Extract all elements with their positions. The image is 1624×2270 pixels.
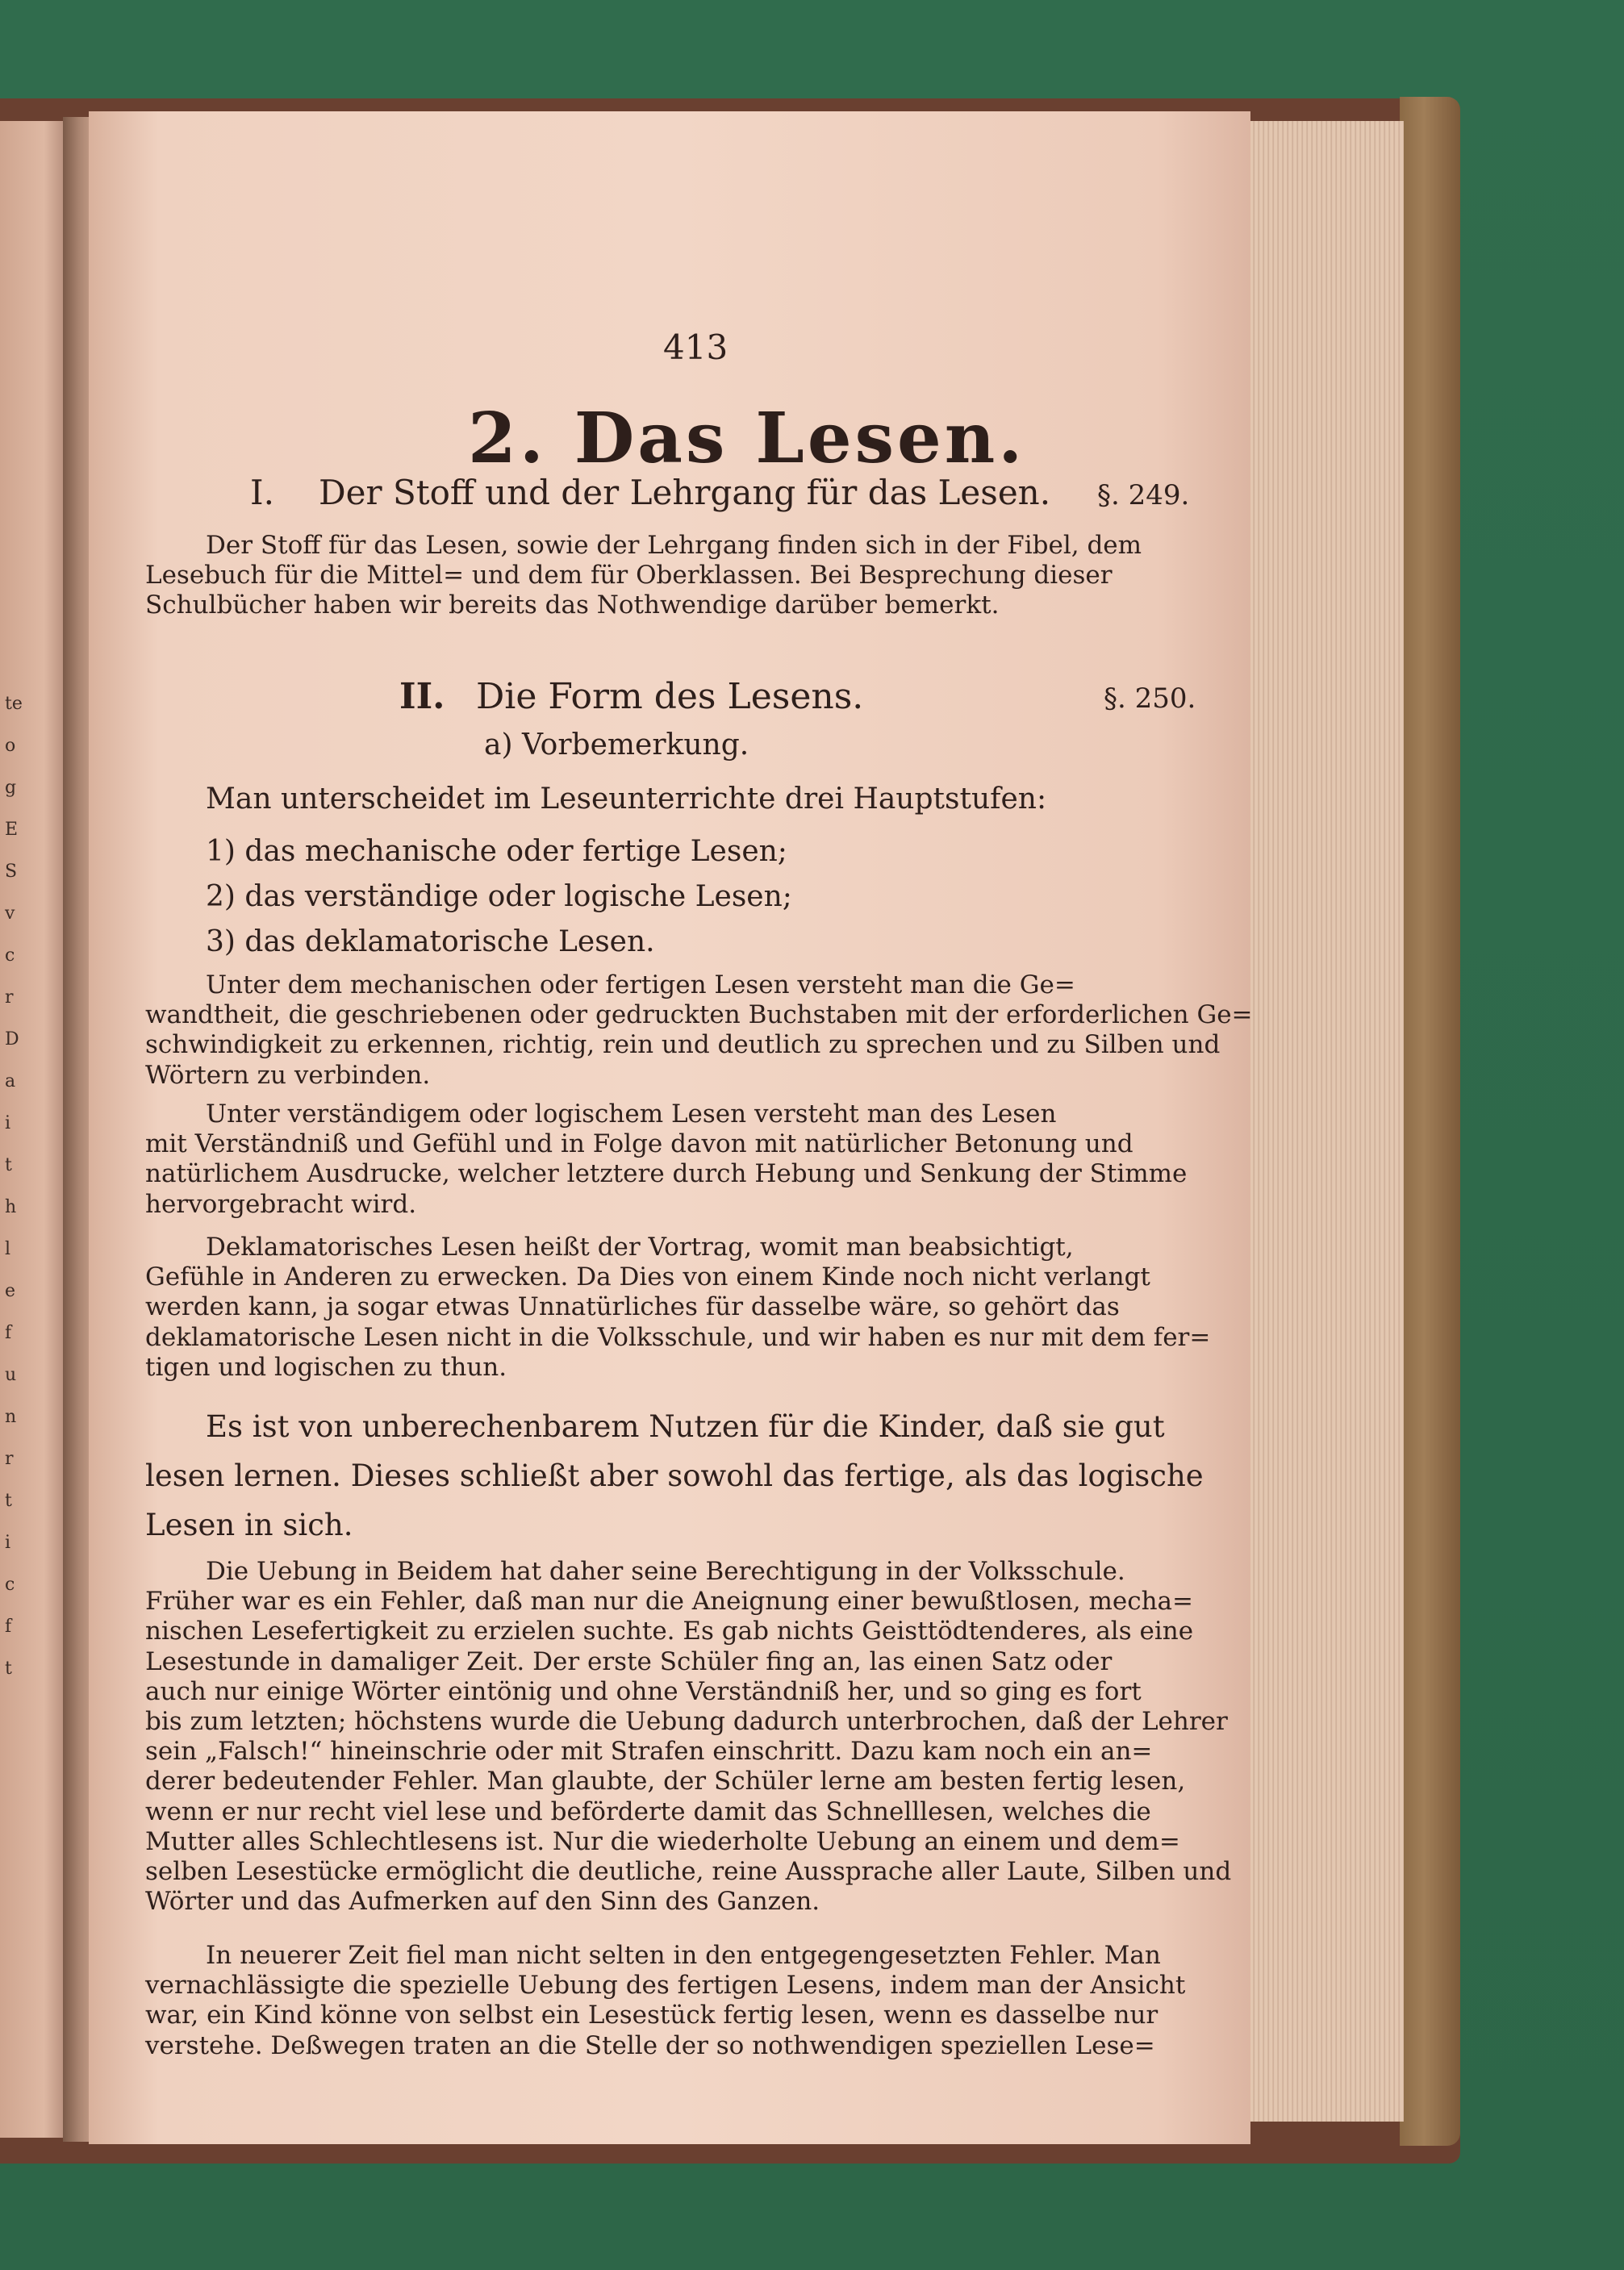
margin-fragment: t xyxy=(5,1155,12,1175)
margin-fragment: c xyxy=(5,945,15,966)
text-line: derer bedeutender Fehler. Man glaubte, der Schüler lerne am besten fertig lesen, xyxy=(145,1767,1186,1796)
stages-list xyxy=(206,829,792,965)
text-line: mit Verständniß und Gefühl und in Folge davon mit natürlicher Betonung und xyxy=(145,1129,1133,1159)
page-number: 413 xyxy=(663,328,729,367)
paragraph-mechanical xyxy=(145,970,1253,1091)
section-2-intro: Man unterscheidet im Leseunterrichte drei Hauptstufen: xyxy=(206,782,1047,816)
stage-item: 1) das mechanische oder fertige Lesen; xyxy=(206,835,787,868)
text-line: Es ist von unberechenbarem Nutzen für die Kinder, daß sie gut xyxy=(206,1409,1165,1444)
text-line: deklamatorische Lesen nicht in die Volksschule, und wir haben es nur mit dem fer= xyxy=(145,1322,1211,1352)
text-line: Wörtern zu verbinden. xyxy=(145,1060,431,1090)
text-line: sein „Falsch!“ hineinschrie oder mit Strafen einschritt. Dazu kam noch ein an= xyxy=(145,1737,1153,1767)
text-line: Unter verständigem oder logischem Lesen versteht man des Lesen xyxy=(206,1100,1057,1129)
emphasis-paragraph xyxy=(145,1402,1204,1550)
text-line: selben Lesestücke ermöglicht die deutliche, reine Aussprache aller Laute, Silben und xyxy=(145,1856,1232,1886)
book-page xyxy=(89,111,1253,2144)
text-line: Die Uebung in Beidem hat daher seine Berechtigung in der Volksschule. xyxy=(206,1557,1125,1586)
margin-fragment: E xyxy=(5,820,19,840)
paragraph-logical xyxy=(145,1100,1187,1220)
margin-fragment: e xyxy=(5,1281,16,1301)
margin-fragment: S xyxy=(5,862,18,882)
margin-fragment: i xyxy=(5,1113,11,1133)
text-line: Lesen in sich. xyxy=(145,1508,353,1542)
text-line: wandtheit, die geschriebenen oder gedruckten Buchstaben mit der erforderlichen Ge= xyxy=(145,1000,1253,1030)
text-line: tigen und logischen zu thun. xyxy=(145,1352,507,1382)
margin-fragment: l xyxy=(5,1239,11,1259)
section-1-text xyxy=(145,531,1202,621)
section-2-roman: II. xyxy=(399,676,445,717)
text-line: vernachlässigte die spezielle Uebung des fertigen Lesens, indem man der Ansicht xyxy=(145,1971,1186,2001)
margin-fragment: o xyxy=(5,736,16,756)
margin-fragment: D xyxy=(5,1029,19,1049)
chapter-title: 2. Das Lesen. xyxy=(468,398,1026,479)
margin-fragment: n xyxy=(5,1407,17,1427)
section-1-title: Der Stoff und der Lehrgang für das Lesen. xyxy=(319,473,1051,512)
paragraph-practice xyxy=(145,1557,1231,1917)
margin-fragment: u xyxy=(5,1365,17,1385)
section-2-subheading: a) Vorbemerkung. xyxy=(484,728,749,762)
margin-fragment: t xyxy=(5,1491,12,1511)
text-line: verstehe. Deßwegen traten an die Stelle der so nothwendigen speziellen Lese= xyxy=(145,2030,1155,2060)
margin-fragment: h xyxy=(5,1197,17,1217)
text-line: In neuerer Zeit fiel man nicht selten in den entgegengesetzten Fehler. Man xyxy=(206,1941,1161,1970)
text-line: war, ein Kind könne von selbst ein Lesestück fertig lesen, wenn es dasselbe nur xyxy=(145,2001,1159,2030)
margin-fragment: a xyxy=(5,1071,16,1091)
margin-fragment: te xyxy=(5,694,23,714)
text-line: Deklamatorisches Lesen heißt der Vortrag, womit man beabsichtigt, xyxy=(206,1233,1074,1262)
text-line: Schulbücher haben wir bereits das Nothwendige darüber bemerkt. xyxy=(145,590,1000,620)
text-line: Gefühle in Anderen zu erwecken. Da Dies von einem Kinde noch nicht verlangt xyxy=(145,1262,1150,1292)
text-line: auch nur einige Wörter eintönig und ohne Verständniß her, und so ging es fort xyxy=(145,1676,1142,1706)
text-line: Mutter alles Schlechtlesens ist. Nur die wiederholte Uebung an einem und dem= xyxy=(145,1826,1180,1856)
paragraph-modern xyxy=(145,1941,1185,2061)
page-edges xyxy=(1250,121,1404,2122)
margin-fragment: g xyxy=(5,778,17,798)
text-line: schwindigkeit zu erkennen, richtig, rein und deutlich zu sprechen und zu Silben und xyxy=(145,1030,1221,1060)
stage-item: 3) das deklamatorische Lesen. xyxy=(206,925,655,958)
margin-fragment: i xyxy=(5,1533,11,1553)
margin-fragment: t xyxy=(5,1659,12,1679)
text-line: Lesestunde in damaliger Zeit. Der erste Schüler fing an, las einen Satz oder xyxy=(145,1646,1113,1676)
text-line: nischen Lesefertigkeit zu erzielen suchte. Es gab nichts Geisttödtenderes, als eine xyxy=(145,1617,1194,1646)
margin-fragment: v xyxy=(5,903,15,924)
section-2-title: Die Form des Lesens. xyxy=(476,676,864,717)
section-2-paragraph-ref: §. 250. xyxy=(1104,682,1196,715)
margin-fragment: c xyxy=(5,1575,15,1595)
stage-item: 2) das verständige oder logische Lesen; xyxy=(206,880,792,913)
text-line: hervorgebracht wird. xyxy=(145,1189,417,1219)
section-1-paragraph-ref: §. 249. xyxy=(1097,479,1190,511)
text-line: wenn er nur recht viel lese und beförderte damit das Schnelllesen, welches die xyxy=(145,1796,1151,1826)
text-line: lesen lernen. Dieses schließt aber sowohl das fertige, als das logische xyxy=(145,1458,1204,1493)
text-line: Lesebuch für die Mittel= und dem für Oberklassen. Bei Besprechung dieser xyxy=(145,561,1113,590)
text-line: Unter dem mechanischen oder fertigen Lesen versteht man die Ge= xyxy=(206,970,1075,999)
text-line: Der Stoff für das Lesen, sowie der Lehrgang finden sich in der Fibel, dem xyxy=(206,531,1142,560)
paragraph-declamatory xyxy=(145,1233,1210,1383)
section-1-roman: I. xyxy=(250,473,274,512)
text-line: natürlichem Ausdrucke, welcher letztere durch Hebung und Senkung der Stimme xyxy=(145,1159,1188,1189)
margin-fragment: r xyxy=(5,987,14,1008)
text-line: werden kann, ja sogar etwas Unnatürliches für dasselbe wäre, so gehört das xyxy=(145,1292,1120,1322)
margin-fragment: f xyxy=(5,1323,12,1343)
margin-fragment: r xyxy=(5,1449,14,1469)
text-line: bis zum letzten; höchstens wurde die Uebung dadurch unterbrochen, daß der Lehrer xyxy=(145,1706,1228,1736)
margin-fragment: f xyxy=(5,1617,12,1637)
text-line: Früher war es ein Fehler, daß man nur die Aneignung einer bewußtlosen, mecha= xyxy=(145,1587,1193,1617)
book-cover-edge xyxy=(1400,97,1460,2146)
text-line: Wörter und das Aufmerken auf den Sinn des Ganzen. xyxy=(145,1887,820,1917)
